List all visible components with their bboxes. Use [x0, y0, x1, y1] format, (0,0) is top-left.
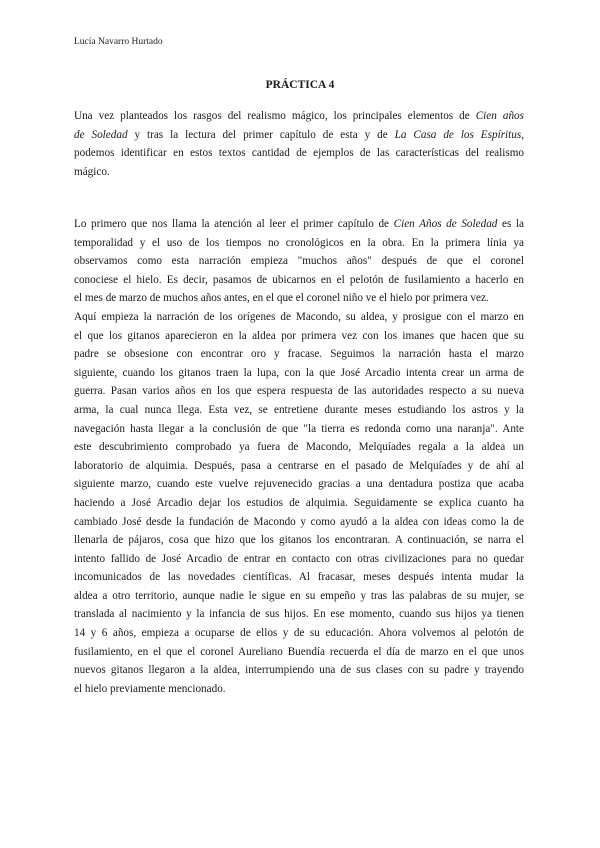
text-line	[74, 550, 524, 569]
text-line	[74, 234, 524, 253]
text-run: el hielo previamente mencionado.	[74, 682, 226, 695]
text-line	[74, 401, 524, 420]
italic-title: de Soledad	[74, 128, 128, 141]
text-run: el que los gitanos aparecieron en la aldea por primera vez con los imanes que hacen que su	[74, 329, 524, 342]
text-line	[74, 271, 524, 290]
text-run: conociese el hielo. Es decir, pasamos de ubicarnos en el pelotón de fusilamiento a hacerlo en	[74, 273, 524, 286]
text-run: y tras la lectura del primer capítulo de esta y de	[127, 128, 395, 141]
text-line	[74, 327, 524, 346]
text-run: Aquí empieza la narración de los orígenes de Macondo, su aldea, y prosigue con el marzo en	[74, 310, 524, 323]
text-line	[74, 107, 524, 126]
text-line	[74, 494, 524, 513]
text-run: aldea a otro territorio, aunque nadie le sigue en su empeño y tras las palabras de su mujer, se	[74, 589, 524, 602]
text-run: observamos como esta narración empieza "muchos años" después de que el coronel	[74, 255, 524, 268]
text-line	[74, 144, 524, 163]
text-line	[74, 126, 524, 145]
text-run: este descubrimiento comprobado ya fuera de Macondo, Melquíades regala a la aldea un	[74, 441, 524, 454]
italic-title: La Casa de los Espíritus	[394, 128, 522, 141]
text-line	[74, 364, 524, 383]
text-line	[74, 643, 524, 662]
text-line	[74, 163, 524, 182]
text-run: Lo primero que nos llama la atención al leer el primer capítulo de	[74, 218, 394, 230]
text-run: el mes de marzo de muchos años antes, en el que el coronel niño ve el hielo por primera vez.	[74, 292, 489, 305]
text-line	[74, 513, 524, 532]
text-run: intento fallido de José Arcadio de entrar en contacto con otras civilizaciones para no quedar	[74, 552, 524, 565]
text-run: 14 y 6 años, empieza a ocuparse de ellos y de su educación. Ahora volvemos al pelotón de	[74, 627, 524, 640]
text-run: padre se obsesione con encontrar oro y fracase. Seguimos la narración hasta el marzo	[74, 348, 524, 361]
text-run: laboratorio de alquimia. Después, pasa a centrarse en el pasado de Melquíades y de ahí al	[74, 459, 524, 472]
text-line	[74, 624, 524, 643]
text-line	[74, 587, 524, 606]
italic-title: Cien Años de Soledad	[393, 218, 498, 230]
text-run: llenarla de pájaros, cosa que hizo que los gitanos los encontraran. A continuación, se narra el	[74, 534, 524, 547]
text-run: siguiente, cuando los gitanos traen la lupa, con la que José Arcadio intenta crear un arma de	[74, 366, 524, 379]
text-run: mágico.	[74, 165, 110, 178]
text-run: guerra. Pasan varios años en los que espera respuesta de las autoridades respecto a su nueva	[74, 385, 524, 398]
text-run: incomunicados de las novedades científicas. Al fracasar, meses después intenta mudar la	[74, 571, 524, 584]
text-run: podemos identificar en estos textos cantidad de ejemplos de las características del realismo	[74, 147, 524, 160]
text-line	[74, 457, 524, 476]
text-line	[74, 382, 524, 401]
text-line	[74, 289, 524, 308]
text-line	[74, 345, 524, 364]
page-title: PRÁCTICA 4	[265, 79, 335, 91]
text-run: cambiado José desde la fundación de Macondo y como ayudó a la aldea con ideas como la de	[74, 515, 524, 528]
text-run: arma, la cual nunca llega. Esta vez, se entretiene durante meses estudiando los astros y la	[74, 403, 524, 416]
text-line	[74, 605, 524, 624]
author-name: Lucía Navarro Hurtado	[74, 37, 163, 47]
text-run: nuevos gitanos llegaron a la aldea, interrumpiendo una de sus clases con su padre y trayendo	[74, 664, 524, 677]
italic-title: Cien años	[475, 110, 524, 122]
text-line	[74, 661, 524, 680]
text-run: Una vez planteados los rasgos del realismo mágico, los principales elementos de	[74, 110, 476, 122]
text-line	[74, 680, 524, 699]
text-line	[74, 308, 524, 327]
text-run: fusilamiento, en el que el coronel Aureliano Buendía recuerda el día de marzo en el que unos	[74, 645, 524, 658]
text-run: translada al nacimiento y la infancia de sus hijos. En ese momento, cuando sus hijos ya tienen	[74, 608, 524, 621]
text-line	[74, 568, 524, 587]
text-line	[74, 438, 524, 457]
text-run: ,	[521, 128, 525, 141]
text-run: siguiente marzo, cuando este vuelve rejuvenecido gracias a una dentadura postiza que acaba	[74, 478, 524, 491]
paragraph-intro	[74, 107, 524, 181]
text-line	[74, 215, 524, 234]
text-line	[74, 475, 524, 494]
text-line	[74, 531, 524, 550]
paragraph-analysis	[74, 215, 524, 698]
text-run: navegación hasta llegar a la conclusión de que "la tierra es redonda como una naranja". Ante	[74, 422, 524, 435]
text-run: haciendo a José Arcadio dejar los estudios de alquimia. Seguidamente se explica cuanto ha	[74, 496, 524, 509]
text-run: es la	[497, 218, 525, 230]
text-line	[74, 252, 524, 271]
text-line	[74, 420, 524, 439]
text-run: temporalidad y el uso de los tiempos no cronológicos en la obra. En la primera línia ya	[74, 236, 524, 249]
